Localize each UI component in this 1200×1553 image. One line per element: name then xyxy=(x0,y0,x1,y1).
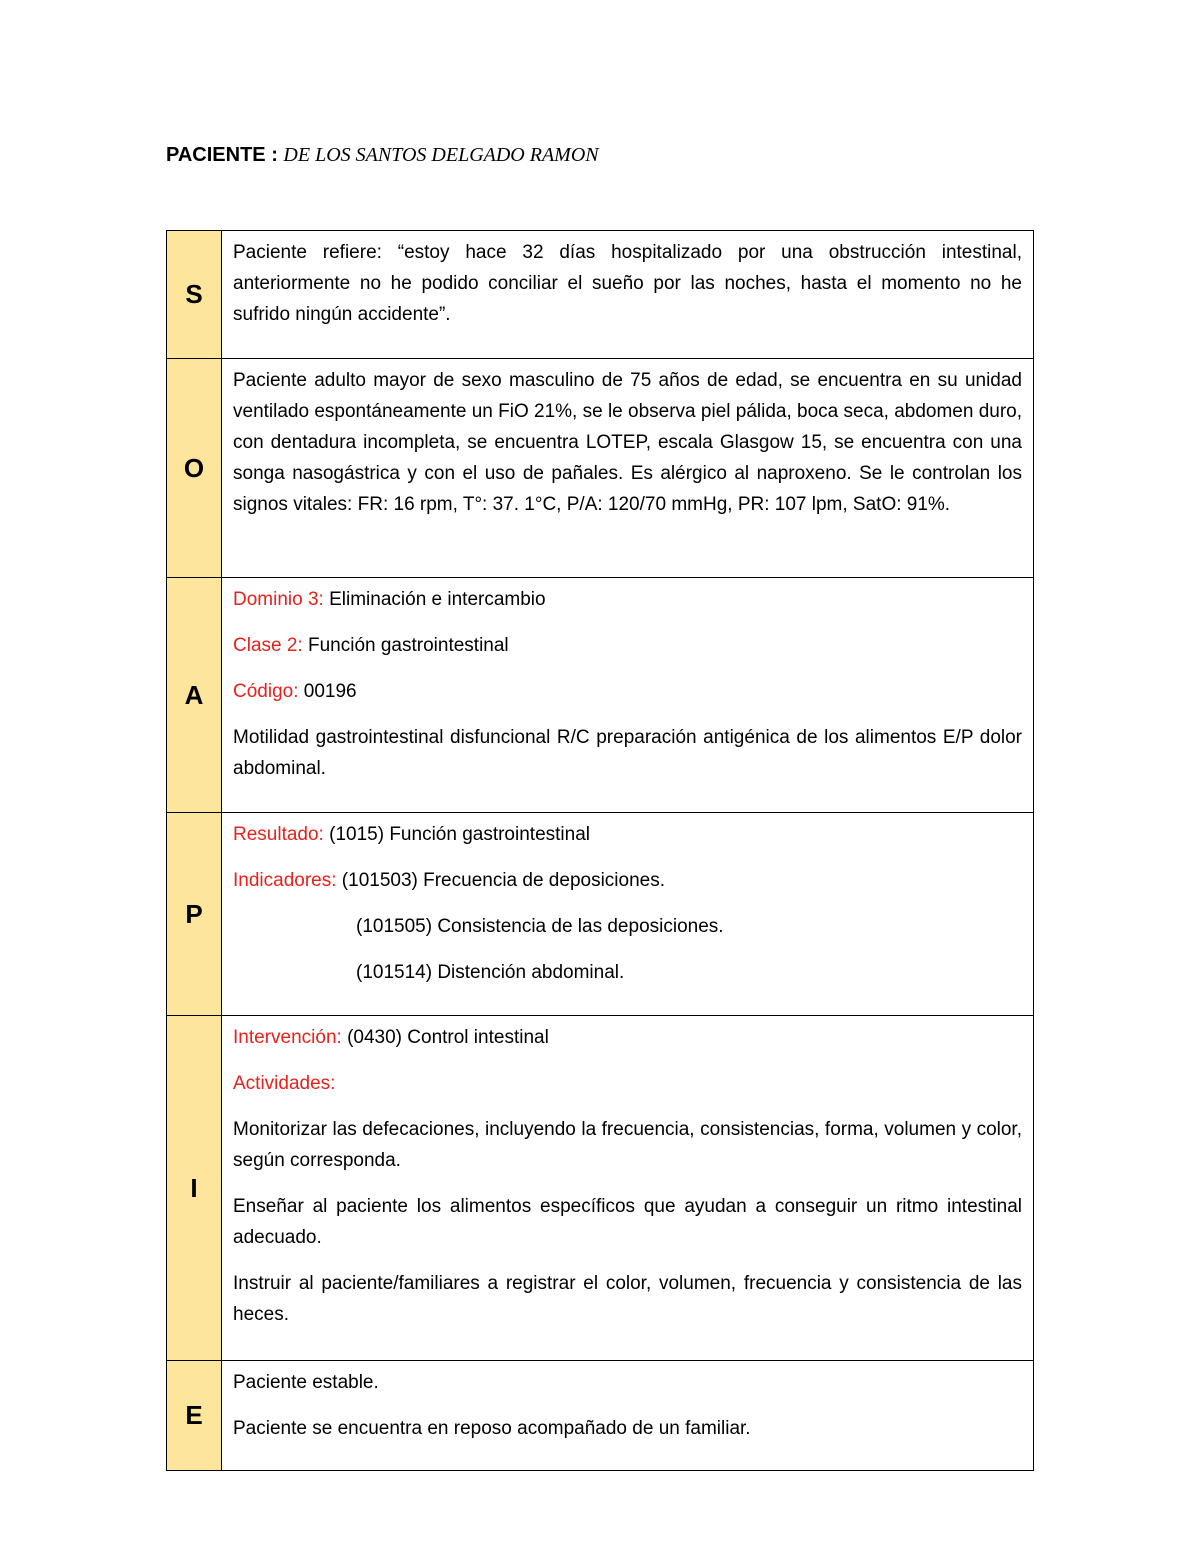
soapie-row-objective xyxy=(167,359,1034,578)
soapie-row-evaluation xyxy=(167,1361,1034,1471)
evaluation-content xyxy=(222,1361,1034,1471)
intervention-value: (0430) Control intestinal xyxy=(341,1027,549,1048)
indicator-item: (101503) Frecuencia de deposiciones. xyxy=(336,870,665,891)
soapie-table xyxy=(166,230,1034,1471)
class-line xyxy=(233,630,1022,661)
activity-item: Monitorizar las defecaciones, incluyendo la frecuencia, consistencias, forma, volumen y color, según corresponda. xyxy=(233,1119,1022,1171)
evaluation-line: Paciente estable. xyxy=(233,1372,379,1393)
result-line xyxy=(233,819,1022,850)
patient-name: DE LOS SANTOS DELGADO RAMON xyxy=(283,144,599,166)
soapie-row-planning xyxy=(167,813,1034,1016)
soapie-row-subjective xyxy=(167,231,1034,359)
letter-cell-p: P xyxy=(167,813,222,1016)
result-label: Resultado: xyxy=(233,824,324,845)
class-value: Función gastrointestinal xyxy=(302,635,509,656)
letter-cell-a: A xyxy=(167,578,222,813)
letter-cell-o: O xyxy=(167,359,222,578)
activity-item: Instruir al paciente/familiares a registrar el color, volumen, frecuencia y consistencia de las heces. xyxy=(233,1273,1022,1325)
intervention-label: Intervención: xyxy=(233,1027,342,1048)
intervention-line xyxy=(233,1022,1022,1053)
code-label: Código: xyxy=(233,681,299,702)
soapie-row-assessment xyxy=(167,578,1034,813)
activity-item: Enseñar al paciente los alimentos específicos que ayudan a conseguir un ritmo intestinal adecuado. xyxy=(233,1196,1022,1248)
domain-line xyxy=(233,584,1022,615)
domain-label: Dominio 3: xyxy=(233,589,324,610)
indicator-item: (101514) Distención abdominal. xyxy=(356,962,625,983)
diagnosis-text: Motilidad gastrointestinal disfuncional R/C preparación antigénica de los alimentos E/P dolor abdominal. xyxy=(233,727,1022,779)
assessment-content xyxy=(222,578,1034,813)
indicators-label: Indicadores: xyxy=(233,870,337,891)
soapie-row-intervention xyxy=(167,1016,1034,1361)
letter-cell-e: E xyxy=(167,1361,222,1471)
indicator-item: (101505) Consistencia de las deposiciones. xyxy=(356,916,724,937)
planning-content xyxy=(222,813,1034,1016)
objective-text: Paciente adulto mayor de sexo masculino de 75 años de edad, se encuentra en su unidad ventilado espontáneamente un FiO 21%, se le observa piel pálida, boca seca, abdomen duro, con dentadura incompleta, se encuentra LOTEP, escala Glasgow 15, se encuentra con una songa nasogástrica y con el uso de pañales. Es alérgico al naproxeno. Se le controlan los signos vitales: FR: 16 rpm, T°: 37. 1°C, P/A: 120/70 mmHg, PR: 107 lpm, SatO: 91%. xyxy=(233,370,1023,515)
result-value: (1015) Función gastrointestinal xyxy=(323,824,590,845)
evaluation-line: Paciente se encuentra en reposo acompañado de un familiar. xyxy=(233,1418,751,1439)
objective-content xyxy=(222,359,1034,578)
domain-value: Eliminación e intercambio xyxy=(323,589,546,610)
code-value: 00196 xyxy=(298,681,357,702)
letter-cell-i: I xyxy=(167,1016,222,1361)
intervention-content xyxy=(222,1016,1034,1361)
patient-header xyxy=(166,142,599,168)
code-line xyxy=(233,676,1022,707)
indicators-line xyxy=(233,865,1022,896)
activities-label: Actividades: xyxy=(233,1073,336,1094)
class-label: Clase 2: xyxy=(233,635,303,656)
subjective-content xyxy=(222,231,1034,359)
patient-label: PACIENTE : xyxy=(166,144,278,166)
letter-cell-s: S xyxy=(167,231,222,359)
subjective-text: Paciente refiere: “estoy hace 32 días hospitalizado por una obstrucción intestinal, anteriormente no he podido conciliar el sueño por las noches, hasta el momento no he sufrido ningún accidente”. xyxy=(233,242,1022,325)
